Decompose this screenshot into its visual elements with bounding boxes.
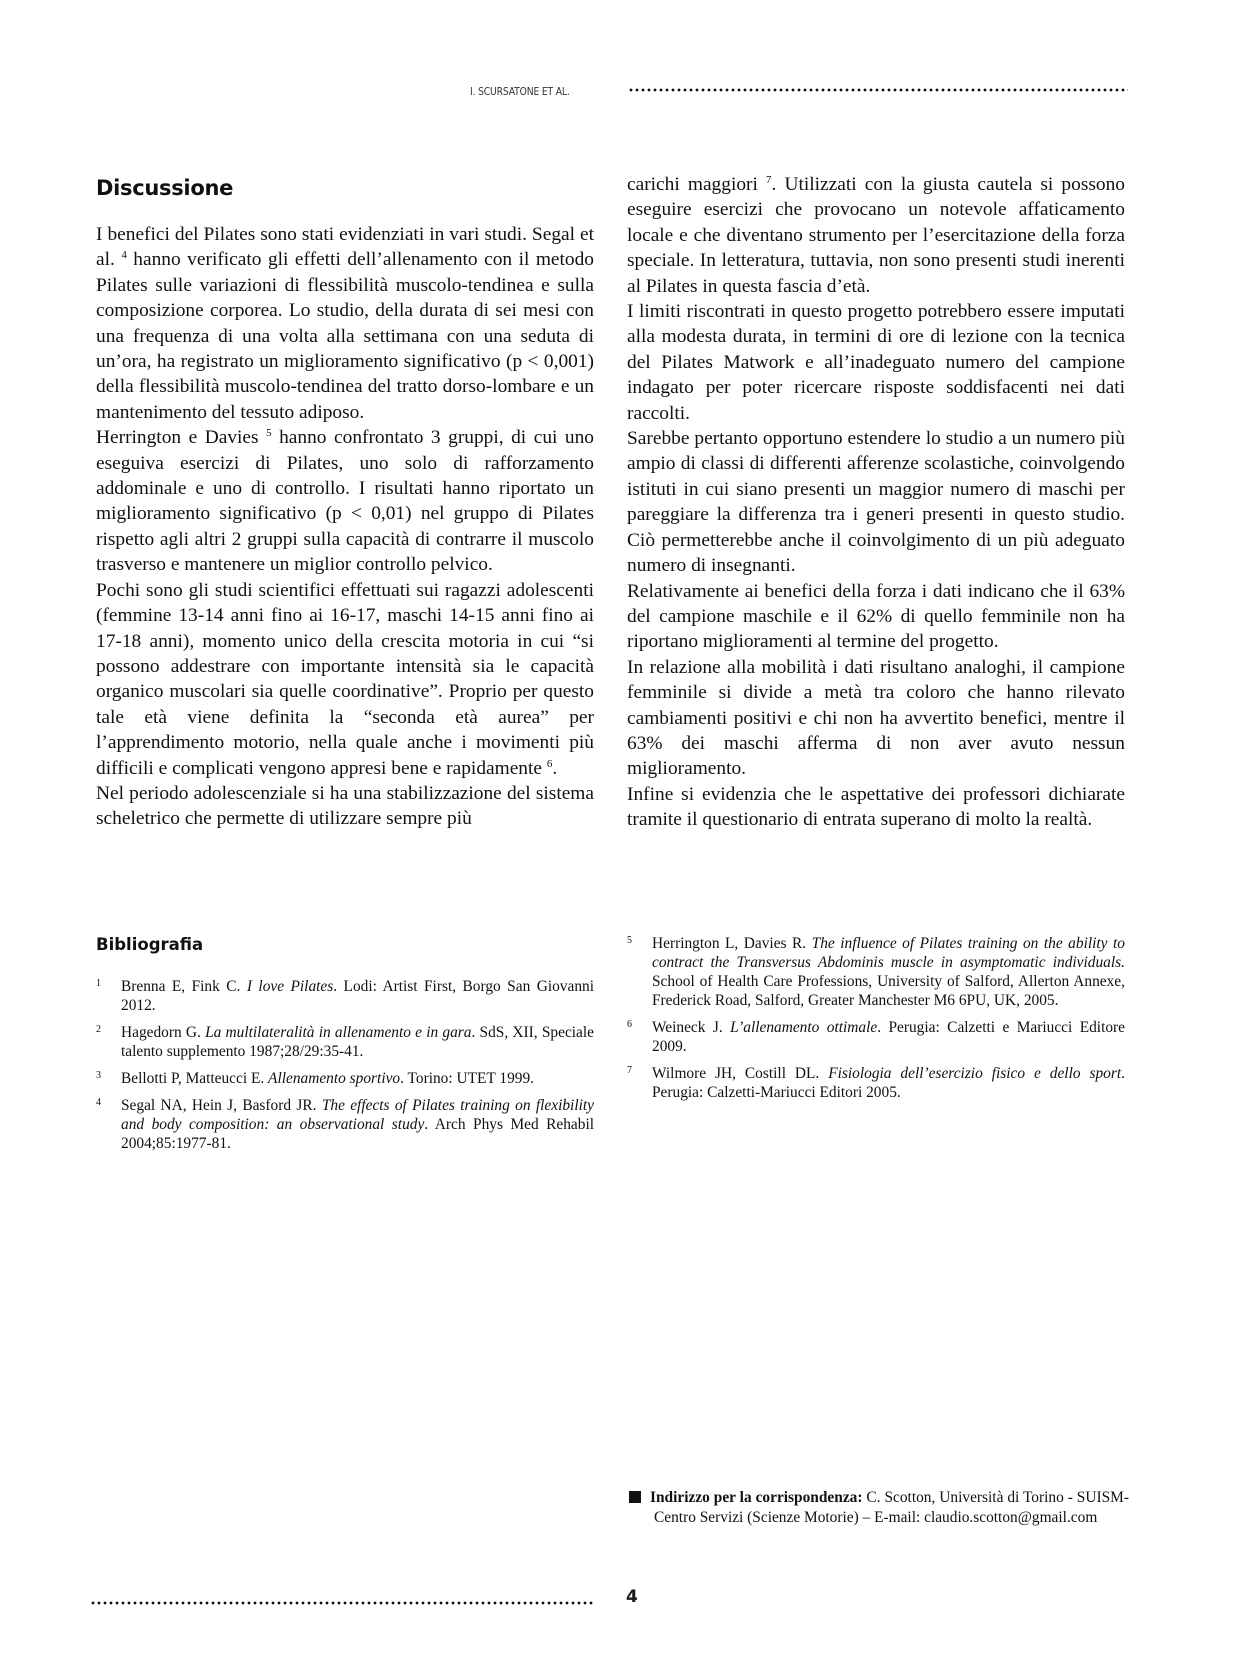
reference-authors: Segal NA, Hein J, Basford JR. xyxy=(121,1097,322,1114)
section-title-discussione: Discussione xyxy=(96,176,234,200)
body-paragraph xyxy=(627,172,1125,299)
correspondence-text: C. Scotton, Università di Torino - SUISM-Centro Servizi (Scienze Motorie) – E-mail: claudio.scotton@gmail.com xyxy=(654,1489,1129,1526)
body-paragraph xyxy=(627,655,1125,782)
body-paragraph xyxy=(96,222,594,425)
citation-superscript[interactable]: 4 xyxy=(121,249,127,262)
paragraph-text: hanno verificato gli effetti dell’allenamento con il metodo Pilates sulle variazioni di flessibilità muscolo-tendinea e sulla composizione corporea. Lo studio, della durata di sei mesi con una frequenza di una volta alla settimana con una seduta di un’ora, ha registrato un miglioramento significativo (p < 0,001) della flessibilità muscolo-tendinea del tratto dorso-lombare e un mantenimento del tessuto adiposo. xyxy=(96,249,594,423)
body-paragraph xyxy=(627,579,1125,655)
paragraph-text: In relazione alla mobilità i dati risultano analoghi, il campione femminile si divide a metà tra coloro che hanno rilevato cambiamenti positivi e chi non ha avvertito benefici, mentre il 63% dei maschi afferma di non aver avuto nessun miglioramento. xyxy=(627,656,1125,780)
reference-source: . Lodi: Artist First, Borgo San Giovanni 2012. xyxy=(121,978,594,1014)
reference-item xyxy=(627,1064,1125,1102)
body-paragraph xyxy=(627,426,1125,578)
reference-title: I love Pilates xyxy=(246,978,334,995)
citation-superscript[interactable]: 7 xyxy=(765,174,772,186)
reference-title: The effects of Pilates training on flexibility and body composition: an observational study xyxy=(121,1097,594,1133)
running-head: I. SCURSATONE ET AL. xyxy=(470,86,570,98)
reference-item xyxy=(96,1069,594,1088)
paragraph-text: . xyxy=(552,757,558,779)
reference-number: 4 xyxy=(96,1097,101,1108)
bibliography-title: Bibliografia xyxy=(96,935,204,954)
body-paragraph xyxy=(627,782,1125,833)
paragraph-text: I limiti riscontrati in questo progetto potrebbero essere imputati alla modesta durata, in termini di ore di lezione con la tecnica del Pilates Matwork e all’inadeguato numero del campione indagato per poter ricercare risposte soddisfacenti nei dati raccolti. xyxy=(627,301,1125,424)
discussion-left-column xyxy=(96,172,594,832)
paragraph-text: Pochi sono gli studi scientifici effettuati sui ragazzi adolescenti (femmine 13-14 anni fino ai 16-17, maschi 14-15 anni fino ai 17-18 anni), momento unico della crescita motoria in cui “si possono addestrare con importante intensità sia le capacità organico muscolari sia quelle coordinative”. Proprio per questo tale età viene definita la “seconda età aurea” per l’apprendimento motorio, nella quale anche i movimenti più difficili e complicati vengono appresi bene e rapidamente xyxy=(96,579,594,779)
paragraph-text: Relativamente ai benefici della forza i dati indicano che il 63% del campione maschile e il 62% di quello femminile non ha riportano miglioramenti al termine del progetto. xyxy=(627,580,1125,653)
citation-superscript[interactable]: 6 xyxy=(546,757,553,770)
paragraph-text: hanno confrontato 3 gruppi, di cui uno eseguiva esercizi di Pilates, uno solo di rafforzamento addominale e uno di controllo. I risultati hanno riportato un miglioramento significativo (p < 0,01) nel gruppo di Pilates rispetto agli altri 2 gruppi sulla capacità di contrarre il muscolo trasverso e mantenere un miglior controllo pelvico. xyxy=(96,427,595,576)
reference-item xyxy=(96,1096,594,1153)
paragraph-text: I benefici del Pilates sono stati evidenziati in vari studi. Segal et al. xyxy=(96,224,594,271)
citation-superscript[interactable]: 5 xyxy=(266,427,272,440)
reference-authors: Hagedorn G. xyxy=(121,1024,206,1041)
reference-number: 2 xyxy=(96,1024,101,1035)
footer-dotted-rule xyxy=(90,1601,595,1605)
reference-authors: Herrington L, Davies R. xyxy=(652,935,812,952)
reference-source: . Torino: UTET 1999. xyxy=(400,1070,535,1087)
body-paragraph xyxy=(627,299,1125,426)
paragraph-text: Nel periodo adolescenziale si ha una stabilizzazione del sistema scheletrico che permette di utilizzare sempre più xyxy=(96,782,594,830)
header-dotted-rule xyxy=(628,88,1128,92)
paragraph-text: Herrington e Davies xyxy=(96,427,267,449)
reference-number: 3 xyxy=(96,1070,101,1081)
reference-authors: Bellotti P, Matteucci E. xyxy=(121,1070,269,1087)
reference-item xyxy=(96,977,594,1015)
discussion-right-column xyxy=(627,172,1125,833)
right-paragraphs xyxy=(627,172,1125,833)
correspondence-label: Indirizzo per la corrispondenza: xyxy=(650,1489,863,1506)
reference-source: School of Health Care Professions, University of Salford, Allerton Annexe, Frederick Road, Salford, Greater Manchester M6 6PU, UK, 2005. xyxy=(652,973,1125,1009)
reference-title: Allenamento sportivo xyxy=(268,1070,401,1087)
reference-item xyxy=(627,1018,1125,1056)
correspondence-note xyxy=(629,1488,1129,1527)
reference-authors: Weineck J. xyxy=(652,1019,731,1036)
paragraph-text: . Utilizzati con la giusta cautela si possono eseguire esercizi che provocano un notevole affaticamento locale e che diventano strumento per l’esercitazione della forza speciale. In letteratura, tuttavia, non sono presenti studi inerenti al Pilates in questa fascia d’età. xyxy=(627,174,1125,297)
left-paragraphs xyxy=(96,222,594,832)
reference-authors: Wilmore JH, Costill DL. xyxy=(652,1065,829,1082)
reference-source: . Perugia: Calzetti-Mariucci Editori 2005. xyxy=(652,1065,1125,1101)
reference-number: 1 xyxy=(96,978,101,989)
reference-number: 6 xyxy=(627,1019,632,1030)
reference-item xyxy=(96,1023,594,1061)
reference-source: . Arch Phys Med Rehabil 2004;85:1977-81. xyxy=(121,1116,595,1152)
reference-number: 7 xyxy=(627,1065,632,1076)
body-paragraph xyxy=(96,578,594,781)
page-number: 4 xyxy=(626,1587,638,1607)
reference-authors: Brenna E, Fink C. xyxy=(121,978,247,995)
reference-source: . Perugia: Calzetti e Mariucci Editore 2009. xyxy=(652,1019,1125,1055)
reference-title: Fisiologia dell’esercizio fisico e dello sport xyxy=(828,1065,1122,1082)
bibliography-left-list xyxy=(96,977,594,1161)
reference-source: . SdS, XII, Speciale talento supplemento 1987;28/29:35-41. xyxy=(121,1024,594,1060)
reference-title: L’allenamento ottimale xyxy=(730,1019,878,1036)
reference-title: The influence of Pilates training on the ability to contract the Transversus Abdominis muscle in asymptomatic individuals. xyxy=(652,935,1125,971)
paragraph-text: carichi maggiori xyxy=(627,174,766,195)
reference-number: 5 xyxy=(627,935,632,946)
square-bullet-icon xyxy=(629,1491,641,1503)
reference-title: La multilateralità in allenamento e in gara xyxy=(205,1024,472,1041)
body-paragraph xyxy=(96,781,594,832)
bibliography-right-list xyxy=(627,934,1125,1110)
paragraph-text: Sarebbe pertanto opportuno estendere lo studio a un numero più ampio di classi di differenti afferenze scolastiche, coinvolgendo istituti in cui siano presenti un maggior numero di maschi per pareggiare la differenza tra i generi presenti in questo studio. Ciò permetterebbe anche il coinvolgimento di un più adeguato numero di insegnanti. xyxy=(627,428,1125,577)
paragraph-text: Infine si evidenzia che le aspettative dei professori dichiarate tramite il questionario di entrata superano di molto la realtà. xyxy=(627,783,1125,831)
body-paragraph xyxy=(96,425,594,577)
reference-item xyxy=(627,934,1125,1010)
